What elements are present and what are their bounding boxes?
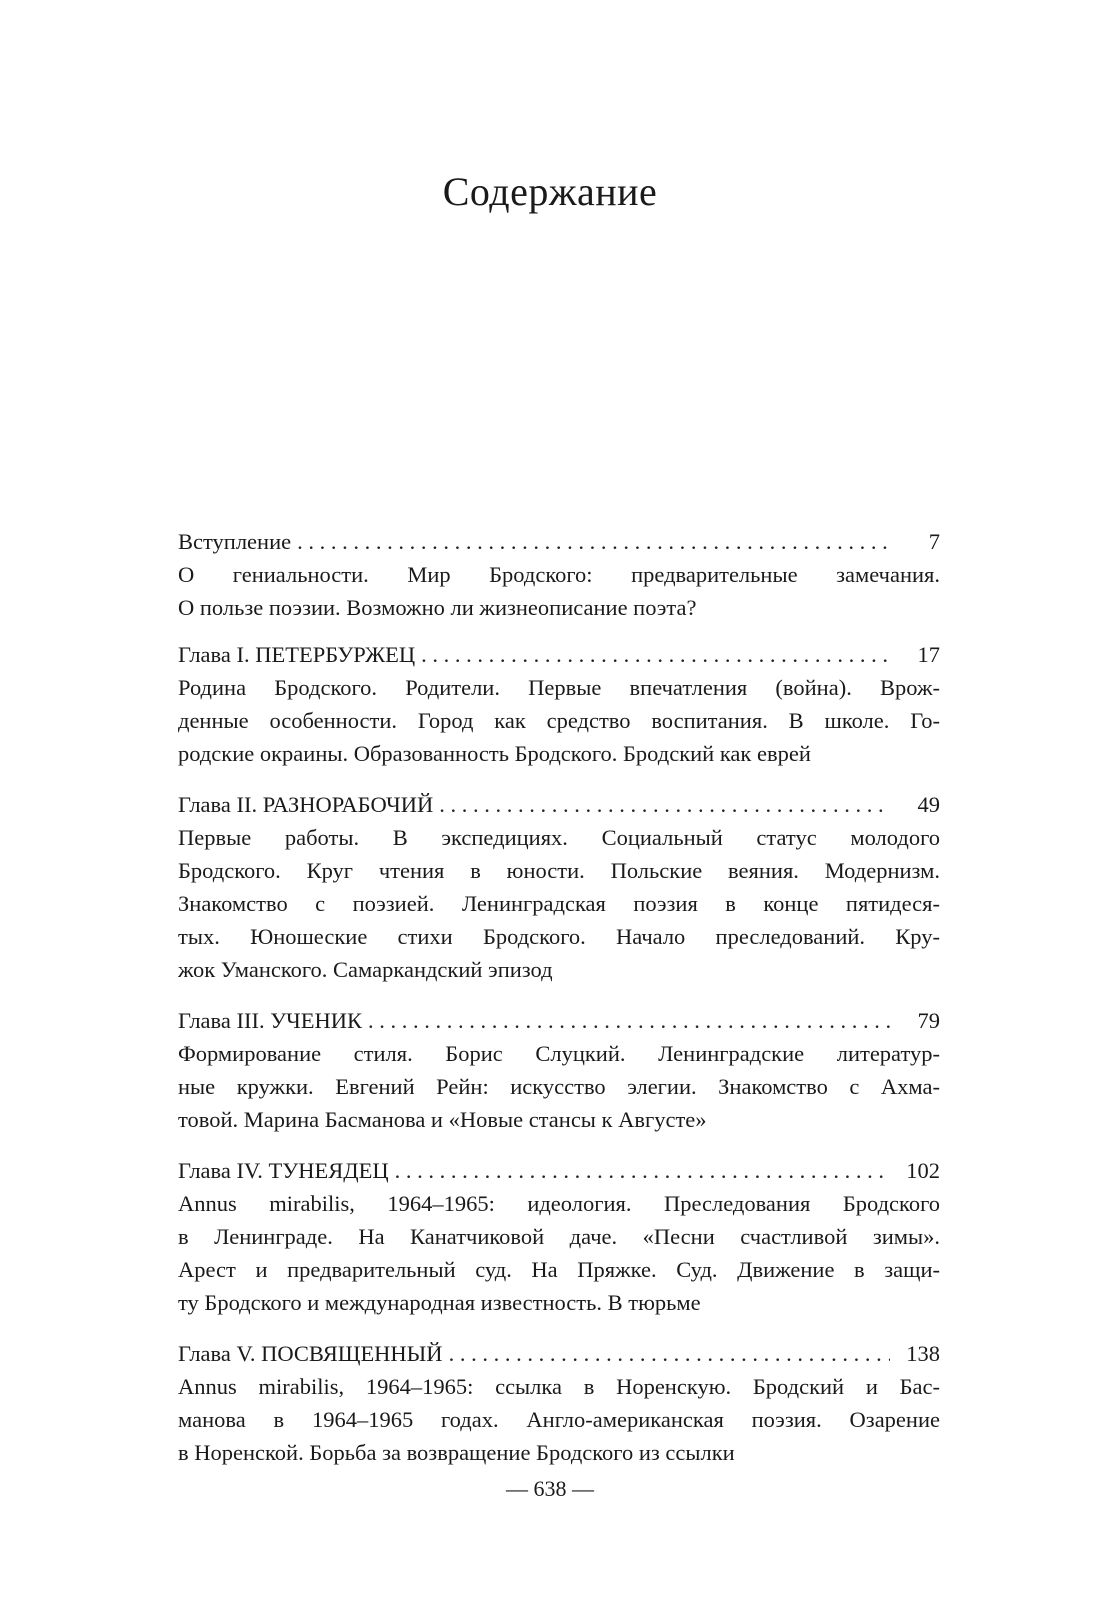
dot-leader [439, 788, 890, 821]
toc-entry-label: Глава V. ПОСВЯЩЕННЫЙ [178, 1341, 443, 1366]
description-line: Знакомство с поэзией. Ленинградская поэзия в конце пятидеся- [178, 891, 940, 916]
toc-entry-label: Глава I. ПЕТЕРБУРЖЕЦ [178, 642, 416, 667]
toc-entry-label: Вступление [178, 529, 292, 554]
toc-page-number: 7 [928, 529, 940, 554]
dot-leader [368, 1004, 890, 1037]
description-line: Формирование стиля. Борис Слуцкий. Ленинградские литератур- [178, 1041, 940, 1066]
table-of-contents [178, 525, 940, 1487]
toc-entry-heading[interactable] [178, 1004, 940, 1037]
toc-page-number: 138 [906, 1341, 940, 1366]
toc-entry-description [178, 1370, 940, 1469]
toc-entry-heading[interactable] [178, 788, 940, 821]
toc-entry-chapter-1 [178, 638, 940, 770]
toc-entry-description [178, 671, 940, 770]
toc-page-number: 49 [917, 792, 940, 817]
description-line: О гениальности. Мир Бродского: предварительные замечания. [178, 562, 940, 587]
description-line: ные кружки. Евгений Рейн: искусство элегии. Знакомство с Ахма- [178, 1074, 940, 1099]
description-line: товой. Марина Басманова и «Новые стансы к Августе» [178, 1107, 707, 1132]
description-line: Арест и предварительный суд. На Пряжке. Суд. Движение в защи- [178, 1257, 940, 1282]
toc-entry-chapter-2 [178, 788, 940, 986]
dot-leader [421, 638, 890, 671]
toc-page-number: 17 [917, 642, 940, 667]
toc-entry-description [178, 821, 940, 986]
toc-entry-chapter-3 [178, 1004, 940, 1136]
toc-page-number: 79 [917, 1008, 940, 1033]
toc-entry-label: Глава II. РАЗНОРАБОЧИЙ [178, 792, 434, 817]
toc-entry-chapter-5 [178, 1337, 940, 1469]
description-line: О пользе поэзии. Возможно ли жизнеописание поэта? [178, 595, 697, 620]
dot-leader [297, 525, 890, 558]
toc-entry-heading[interactable] [178, 525, 940, 558]
description-line: родские окраины. Образованность Бродского. Бродский как еврей [178, 741, 811, 766]
description-line: Бродского. Круг чтения в юности. Польские веяния. Модернизм. [178, 858, 940, 883]
description-line: в Ленинграде. На Канатчиковой даче. «Песни счастливой зимы». [178, 1224, 940, 1249]
toc-entry-description [178, 1037, 940, 1136]
description-line: ту Бродского и международная известность. В тюрьме [178, 1290, 701, 1315]
description-line: Annus mirabilis, 1964–1965: ссылка в Норенскую. Бродский и Бас- [178, 1374, 940, 1399]
description-line: денные особенности. Город как средство воспитания. В школе. Го- [178, 708, 940, 733]
description-line: Родина Бродского. Родители. Первые впечатления (война). Врож- [178, 675, 940, 700]
description-line: манова в 1964–1965 годах. Англо-американская поэзия. Озарение [178, 1407, 940, 1432]
description-line: Annus mirabilis, 1964–1965: идеология. Преследования Бродского [178, 1191, 940, 1216]
toc-page-number: 102 [906, 1158, 940, 1183]
toc-entry-label: Глава III. УЧЕНИК [178, 1008, 362, 1033]
toc-entry-introduction [178, 525, 940, 624]
page-number-folio: — 638 — [506, 1476, 594, 1501]
toc-entry-chapter-4 [178, 1154, 940, 1319]
dot-leader [395, 1154, 890, 1187]
description-line: тых. Юношеские стихи Бродского. Начало преследований. Кру- [178, 924, 940, 949]
toc-entry-description [178, 1187, 940, 1319]
toc-entry-heading[interactable] [178, 1154, 940, 1187]
page-title: Содержание [442, 169, 658, 214]
description-line: Первые работы. В экспедициях. Социальный статус молодого [178, 825, 940, 850]
description-line: в Норенской. Борьба за возвращение Бродского из ссылки [178, 1440, 735, 1465]
toc-entry-heading[interactable] [178, 1337, 940, 1370]
toc-entry-heading[interactable] [178, 638, 940, 671]
description-line: жок Уманского. Самаркандский эпизод [178, 957, 553, 982]
toc-entry-description [178, 558, 940, 624]
toc-entry-label: Глава IV. ТУНЕЯДЕЦ [178, 1158, 389, 1183]
dot-leader [449, 1337, 890, 1370]
